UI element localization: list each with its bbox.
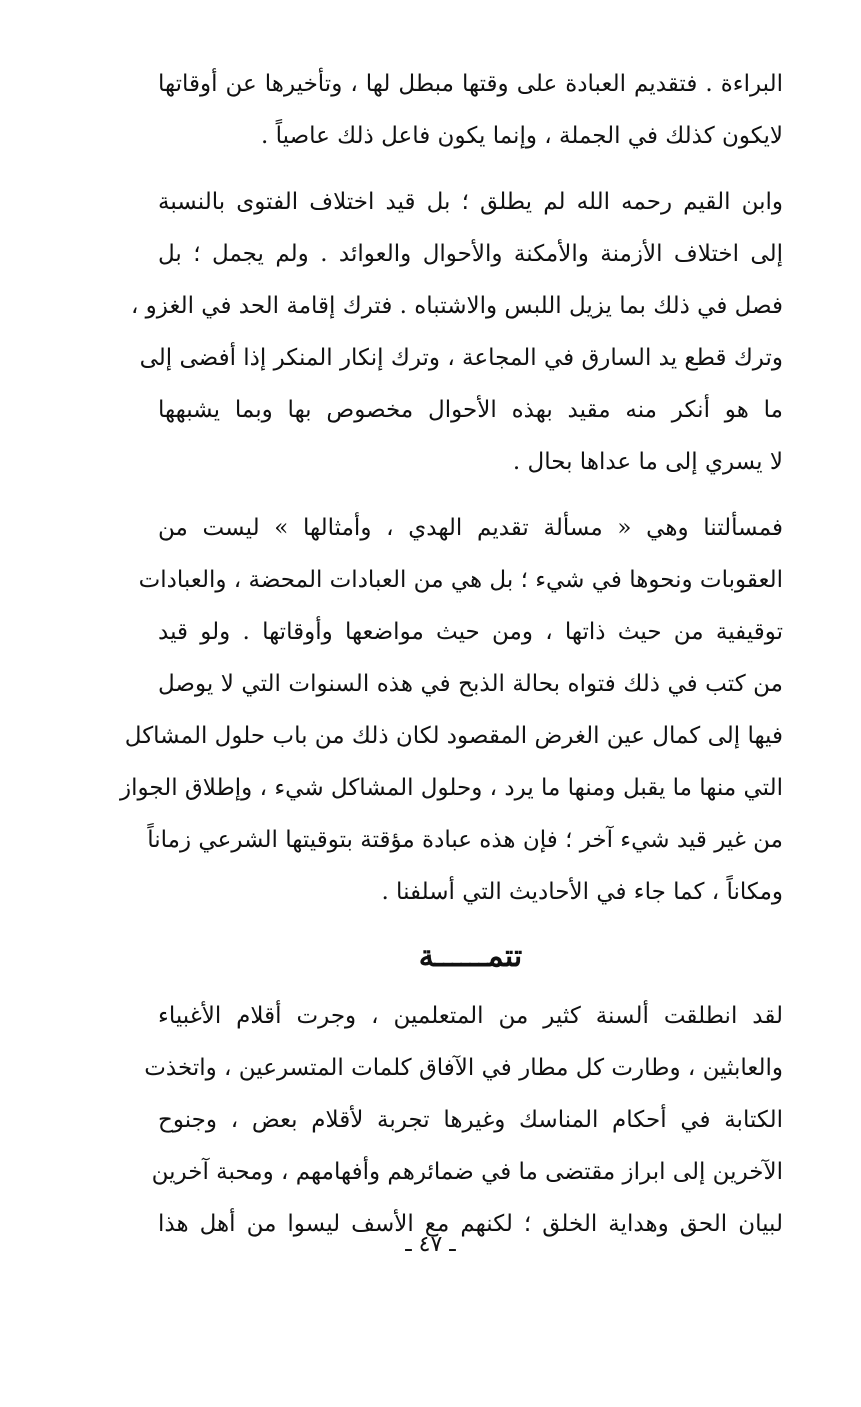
- text-line: لقد انطلقت ألسنة كثير من المتعلمين ، وجرت أقلام الأغبياء: [158, 1003, 784, 1029]
- page-number: ـ ٤٧ ـ: [405, 1232, 456, 1257]
- text-line: إلى اختلاف الأزمنة والأمكنة والأحوال والعوائد . ولم يجمل ؛ بل: [158, 241, 783, 267]
- page-body: [119, 58, 784, 1250]
- text-line: ومكاناً ، كما جاء في الأحاديث التي أسلفنا .: [381, 879, 783, 905]
- text-line: وترك قطع يد السارق في المجاعة ، وترك إنكار المنكر إذا أفضى إلى: [139, 345, 783, 371]
- text-line: والعابثين ، وطارت كل مطار في الآفاق كلمات المتسرعين ، واتخذت: [144, 1055, 783, 1081]
- text-line: الآخرين إلى ابراز مقتضى ما في ضمائرهم وأفهامهم ، ومحبة آخرين: [151, 1159, 783, 1185]
- text-line: التي منها ما يقبل ومنها ما يرد ، وحلول المشاكل شيء ، وإطلاق الجواز: [119, 775, 783, 801]
- text-line: فمسألتنا وهي « مسألة تقديم الهدي ، وأمثالها » ليست من: [158, 515, 783, 541]
- text-line: فصل في ذلك بما يزيل اللبس والاشتباه . فترك إقامة الحد في الغزو ،: [130, 293, 783, 319]
- text-line: لايكون كذلك في الجملة ، وإنما يكون فاعل ذلك عاصياً .: [261, 123, 783, 149]
- paragraph-4: [144, 990, 784, 1250]
- paragraph-2: [130, 176, 783, 488]
- text-line: لا يسري إلى ما عداها بحال .: [512, 449, 783, 475]
- text-line: ما هو أنكر منه مقيد بهذه الأحوال مخصوص بها وبما يشبهها: [158, 397, 783, 423]
- text-line: البراءة . فتقديم العبادة على وقتها مبطل لها ، وتأخيرها عن أوقاتها: [158, 71, 783, 97]
- paragraph-3: [119, 502, 783, 918]
- text-line: العقوبات ونحوها في شيء ؛ بل هي من العبادات المحضة ، والعبادات: [138, 567, 783, 593]
- paragraph-1: [158, 58, 783, 162]
- text-line: وابن القيم رحمه الله لم يطلق ؛ بل قيد اختلاف الفتوى بالنسبة: [158, 189, 783, 215]
- text-line: الكتابة في أحكام المناسك وغيرها تجربة لأقلام بعض ، وجنوح: [158, 1107, 783, 1133]
- text-line: فيها إلى كمال عين الغرض المقصود لكان ذلك من باب حلول المشاكل: [124, 723, 783, 749]
- text-line: لبيان الحق وهداية الخلق ؛ لكنهم مع الأسف ليسوا من أهل هذا: [158, 1211, 783, 1237]
- section-heading: تتمــــــة: [418, 939, 523, 974]
- text-line: توقيفية من حيث ذاتها ، ومن حيث مواضعها وأوقاتها . ولو قيد: [158, 619, 783, 645]
- text-line: من غير قيد شيء آخر ؛ فإن هذه عبادة مؤقتة بتوقيتها الشرعي زماناً: [147, 827, 783, 853]
- text-line: من كتب في ذلك فتواه بحالة الذبح في هذه السنوات التي لا يوصل: [158, 671, 783, 697]
